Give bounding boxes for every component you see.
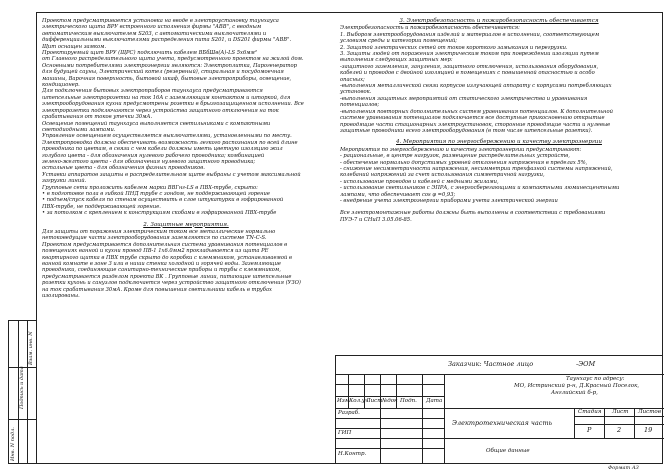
text-line: - обеспечение нормально допустимых уровней отклонения напряжения в пределах 5%, (340, 159, 588, 166)
text-line: • в подготовке пола в гибкой ПНД трубе с зондом, не поддерживающей горение (42, 190, 270, 197)
text-line: - рациональные, в центре нагрузок, размещение распределительных устройств, (340, 153, 570, 160)
text-line: - использование проводов и кабелей с медными жилами, (340, 178, 499, 185)
project-code: -ЭОМ (576, 360, 596, 368)
text-line: загрузки линий. (42, 178, 87, 185)
text-line: -защитного заземления, зануления, защитного отключения, использования оборудования, (340, 63, 599, 70)
sheet-header: Лист (612, 409, 629, 415)
rev-header-doc: №док (382, 398, 398, 404)
text-line: ПВХ-трубе, не поддерживающей горение. (42, 203, 161, 210)
text-line: Проектом предусматривается дополнительная система уравнивания потенциалов в (42, 241, 288, 248)
role-norm-control: Н.Контр. (338, 451, 367, 457)
format-label: Формат А3 (608, 465, 639, 471)
margin-label-signature: Подпись и дата (19, 366, 25, 409)
section-2-heading: 2. Защитные мероприятия. (143, 221, 229, 228)
text-line: Групповые сети проложить кабелем марки ВВГнг-LS в ПВХ-трубе, скрыто: (42, 184, 258, 191)
rev-header-sign: Подп. (400, 398, 417, 404)
text-line: ванной комнате в зоне 3 или в ниши стенка холодной и горячей воды. Заземляющие (42, 261, 282, 268)
text-line: проводники, соединяющие санитарно-технические приборы и трубы с клеммником, (42, 267, 281, 274)
section-4-body (340, 147, 658, 205)
section-2-body (42, 229, 330, 299)
text-line: 3. Защиты людей от поражения электрическим током при повреждении изоляции путем (340, 51, 599, 58)
text-line: электрического щита ВРУ встроенного исполнения фирмы "АВВ", с вводным (42, 24, 262, 31)
text-line: дифференциальными выключателями распределения пита S201, и DS201 фирмы "АВВ". (42, 37, 292, 44)
text-line: • за потолком с креплением к конструкциям скобами в гофрированной ПВХ-трубе (42, 210, 277, 217)
text-line: квартирного щитка в ПВХ трубе скрыто до коробки с клеммником, устанавливаемой в (42, 254, 292, 261)
text-line: нетоковедущие части электрооборудования заземляются по системе TN-C-S. (42, 235, 267, 242)
text-line: Освещение помещений таунхауса выполняется светильниками с компактными (42, 120, 271, 127)
sheet-title: Общие данные (486, 448, 530, 454)
text-line: Мероприятия по энергосбережению и качеству электроэнергии предусматривают: (340, 146, 582, 153)
text-line: штепсельные электророзетки на ток 16А с заземляющим контактом и шторкой, для (42, 94, 291, 101)
rev-header-list: Лист (366, 398, 383, 404)
text-line: -выполнения защитных мероприятий от статического электричества и уравнивания (340, 95, 588, 102)
text-line: Уставки аппаратов защиты в распределительном щите выбраны с учетом максимальной (42, 171, 301, 178)
margin-label-inv-no: Инв. N подл. (10, 427, 16, 461)
text-line: помещениях ванной и кухни провод ПВ-1 1х6.0мм2 прокладывается из щита PE (42, 248, 269, 255)
text-line: Все электромонтажные работы должны быть выполнены в соответствии с требованиями (340, 210, 606, 217)
text-line: Проектом предусматривается установка на вводе в электроустановку таунхауса (42, 18, 279, 24)
text-line: -выполнения повторных дополнительных систем уравнивания потенциалов. К дополнительной (340, 108, 613, 115)
text-line: колебаний напряжений за счет использования симметричной нагрузки, (340, 172, 545, 179)
text-line: ПУЭ-7 и СНиП 3.05.06-85. (340, 216, 412, 223)
address-line-3: Английский б-р, (551, 390, 598, 396)
text-line: Для защиты от поражения электрическим током все металлические нормально (42, 229, 276, 235)
text-line: - использование светильников с ЭПРА, с энергосберегающими и компактными люминесцентными (340, 185, 620, 192)
address-line-1: Таунхаус по адресу: (566, 376, 625, 382)
text-line: выполнения следующих защитных мер: (340, 57, 453, 64)
text-line: Щит оснащен замком. (42, 43, 107, 50)
margin-label-replaced: Взам. инв. N (28, 331, 34, 365)
rev-header-kol: Кол.уч (349, 398, 369, 404)
text-line: 2. Защитой электрических сетей от токов короткого замыкания и перегрузки. (340, 44, 568, 51)
text-line: -выполнения металлической связи корпусов излучающей аппарату с корпусами потребляющих (340, 83, 612, 90)
text-line: розетки кухонь и санузлов подключается через устройство защитного отключения (УЗО) (42, 280, 301, 287)
stage-value: Р (587, 426, 592, 434)
text-line: на ток срабатывания 30мА. Кроме для повышения светильники кабель в трубах (42, 286, 272, 293)
text-line: системе уравнивания потенциалов подключается все доступные прикосновению открытые (340, 115, 605, 122)
text-line: Электробезопасность и пожаробезопасность обеспечивается: (340, 25, 520, 32)
customer-label: Заказчик: Частное лицо (448, 360, 534, 368)
text-line: Для подключения бытовых электроприборов таунхауса предусматриваются (42, 88, 263, 95)
margin-strip (8, 320, 36, 464)
text-line: Электропроводка должна обеспечивать возможность легкого распознания по всей длине (42, 139, 298, 146)
section-title: Электротехническая часть (452, 419, 553, 427)
text-line: для будущей сауны, Электрический котел (резервный), стиральная и посудомоечная (42, 69, 284, 76)
text-line: Проектируемый щит ВРУ (ЩРС) подключить кабелем ВБбШв(А)-LS 5х6мм² (42, 50, 257, 57)
text-line: голубого цвета - для обозначения нулевого рабочего проводника; комбинацией (42, 152, 265, 159)
text-line: 1. Выбором электрооборудования изделий и материалов в исполнении, соответствующем (340, 31, 600, 38)
sheets-value: 19 (644, 426, 653, 434)
address-line-2: МО, Истринский р-н, Д.Красный Поселок, (514, 383, 640, 389)
stage-header: Стадия (578, 409, 602, 415)
text-line: от Главного распределительного щита учета, предусмотренного проектом на жилой дом. (42, 56, 304, 63)
text-line: кондиционер. (42, 82, 80, 89)
closing-note (340, 210, 658, 223)
role-gip: ГИП (338, 430, 352, 436)
text-line: опасных; (340, 76, 365, 83)
text-line: условиям среды и категории помещений; (340, 38, 458, 45)
text-line: электророзетки подключаются через устройства защитного отключения на ток (42, 107, 279, 114)
text-line: лампами, что обеспечивает cos φ =0,93; (340, 191, 456, 198)
text-line: • подъем/спуск кабеля по стенам осуществить в слое штукатурки в гофрированной (42, 197, 284, 204)
sheets-header: Листов (638, 409, 661, 415)
sheet-value: 2 (617, 426, 622, 434)
text-line: проводящие части стационарных электроустановок, сторонние проводящие части и нулевые (340, 121, 611, 128)
text-line: Основными потребителями электроэнергии являются: Электроплиткa, Парогенератор (42, 62, 297, 69)
text-line: - внедрение учета электроэнергии приборами учета электрической энергии (340, 197, 558, 204)
rev-header-date: Дата (426, 398, 443, 404)
text-line: Управление освещением осуществляется выключателями, установленными по месту. (42, 133, 292, 140)
left-text-column (42, 18, 330, 299)
text-line: электрооборудования кухни предусмотрены розетки в брызгозащищенном исполнении. Все (42, 101, 304, 108)
right-text-column (340, 18, 658, 223)
text-line: автоматическим выключателем S203, с автоматическими выключателями и (42, 30, 267, 37)
text-line: остальные цвета - для обозначения фазных проводников. (42, 165, 205, 172)
section-4-heading: 4. Мероприятия по энергосбережению и качеству электроэнергии (396, 139, 602, 146)
text-line: защитные проводники всего электрооборудования (в том числе штепсельные розетки). (340, 127, 593, 134)
text-line: изолированы. (42, 293, 80, 300)
text-line: зелено-желтого цвета - для обозначения нулевого защитного проводника; (42, 158, 256, 165)
text-line: установок. (340, 89, 372, 96)
role-developer: Разраб. (338, 410, 360, 416)
text-line: срабатывания от токов утечки 30мА. (42, 114, 153, 121)
text-line: проводника по цветам, в связи с чем кабели должны иметь цветную изоляцию жил (42, 146, 283, 153)
left-paragraphs (42, 18, 330, 217)
section-3-body (340, 25, 658, 134)
text-line: кабелей и проводов с двойной изоляцией в помещениях с повышенной опасностью и особо (340, 70, 595, 77)
text-line: потенциалов; (340, 102, 380, 109)
text-line: предусматривается разделом проекта ВК . Групповые линии, питающие штепсельные (42, 273, 292, 280)
text-line: светодиодными лампами. (42, 126, 116, 133)
rev-header-izm: Изм (337, 398, 350, 404)
text-line: машины, Варочная поверхность, бытовой шкаф, бытовые электроприборы, освещение, (42, 75, 292, 82)
section-3-heading: 3. Электробезопасность и пожаробезопасность обеспечивается (399, 18, 599, 24)
title-block (335, 355, 663, 464)
text-line: - снижение несимметричности напряжения, несимметрии трехфазной системы напряжений, (340, 165, 613, 172)
